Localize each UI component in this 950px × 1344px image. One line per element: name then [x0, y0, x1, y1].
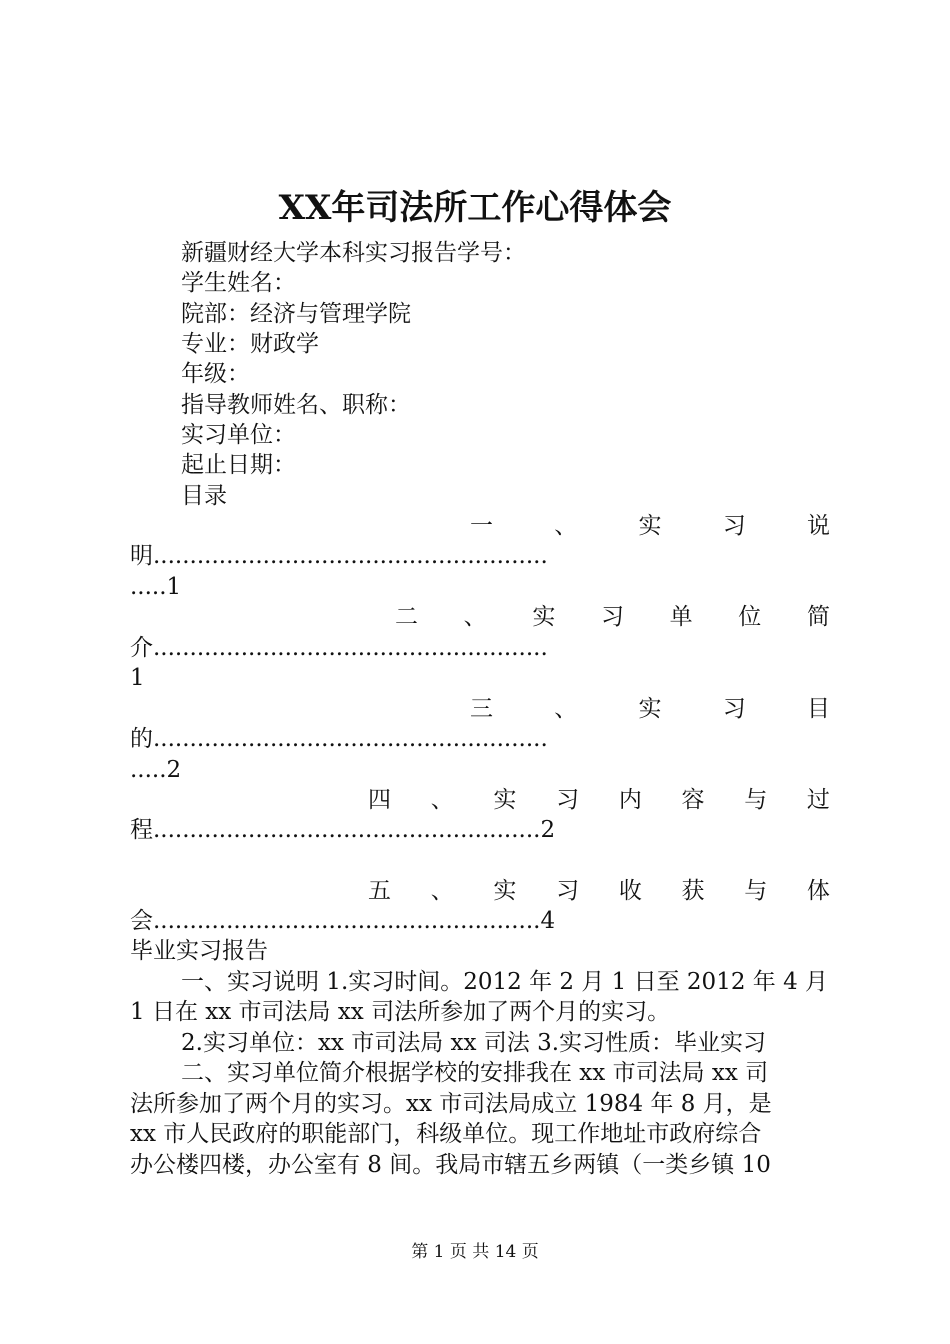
page-footer: 第 1 页 共 14 页 [411, 1242, 539, 1262]
toc-entry-3-leader: 的...................................................... [130, 726, 548, 752]
paragraph-3-line-4: 办公楼四楼，办公室有 8 间。我局市辖五乡两镇（一类乡镇 10 [130, 1152, 771, 1178]
paragraph-1-line-2: 1 日在 xx 市司法局 xx 司法所参加了两个月的实习。 [130, 999, 671, 1025]
cover-line-dates: 起止日期： [181, 452, 296, 478]
cover-line-department: 院部：经济与管理学院 [181, 301, 411, 327]
toc-entry-5-title: 五 、 实 习 收 获 与 体 [368, 878, 830, 904]
toc-heading: 目录 [181, 483, 227, 509]
toc-entry-2-title: 二 、 实 习 单 位 简 [395, 604, 830, 630]
toc-entry-4-leader: 程.....................................................2 [130, 817, 556, 843]
cover-line-school: 新疆财经大学本科实习报告学号： [181, 240, 526, 266]
cover-line-major: 专业：财政学 [181, 331, 319, 357]
toc-entry-5-leader: 会.....................................................4 [130, 908, 556, 934]
paragraph-3-line-1: 二、实习单位简介根据学校的安排我在 xx 市司法局 xx 司 [181, 1060, 769, 1086]
toc-entry-3-title: 三 、 实 习 目 [470, 696, 830, 722]
cover-line-unit: 实习单位： [181, 422, 296, 448]
cover-line-grade: 年级： [181, 361, 250, 387]
toc-entry-4-title: 四 、 实 习 内 容 与 过 [368, 787, 830, 813]
document-title: XX年司法所工作心得体会 [278, 188, 672, 228]
paragraph-1-line-1: 一、实习说明 1.实习时间。2012 年 2 月 1 日至 2012 年 4 月 [181, 969, 829, 995]
cover-line-advisor: 指导教师姓名、职称： [181, 392, 411, 418]
toc-entry-1-page: .....1 [130, 574, 182, 600]
cover-line-student-name: 学生姓名： [181, 270, 296, 296]
paragraph-3-line-2: 法所参加了两个月的实习。xx 市司法局成立 1984 年 8 月，是 [130, 1091, 772, 1117]
toc-entry-3-page: .....2 [130, 757, 182, 783]
paragraph-2: 2.实习单位：xx 市司法局 xx 司法 3.实习性质：毕业实习 [181, 1030, 767, 1056]
section-heading: 毕业实习报告 [130, 938, 268, 964]
toc-entry-1-title: 一 、 实 习 说 [470, 513, 830, 539]
toc-entry-2-page: 1 [130, 665, 145, 691]
paragraph-3-line-3: xx 市人民政府的职能部门，科级单位。现工作地址市政府综合 [130, 1121, 762, 1147]
toc-entry-1-leader: 明...................................................... [130, 543, 548, 569]
toc-entry-2-leader: 介...................................................... [130, 635, 548, 661]
